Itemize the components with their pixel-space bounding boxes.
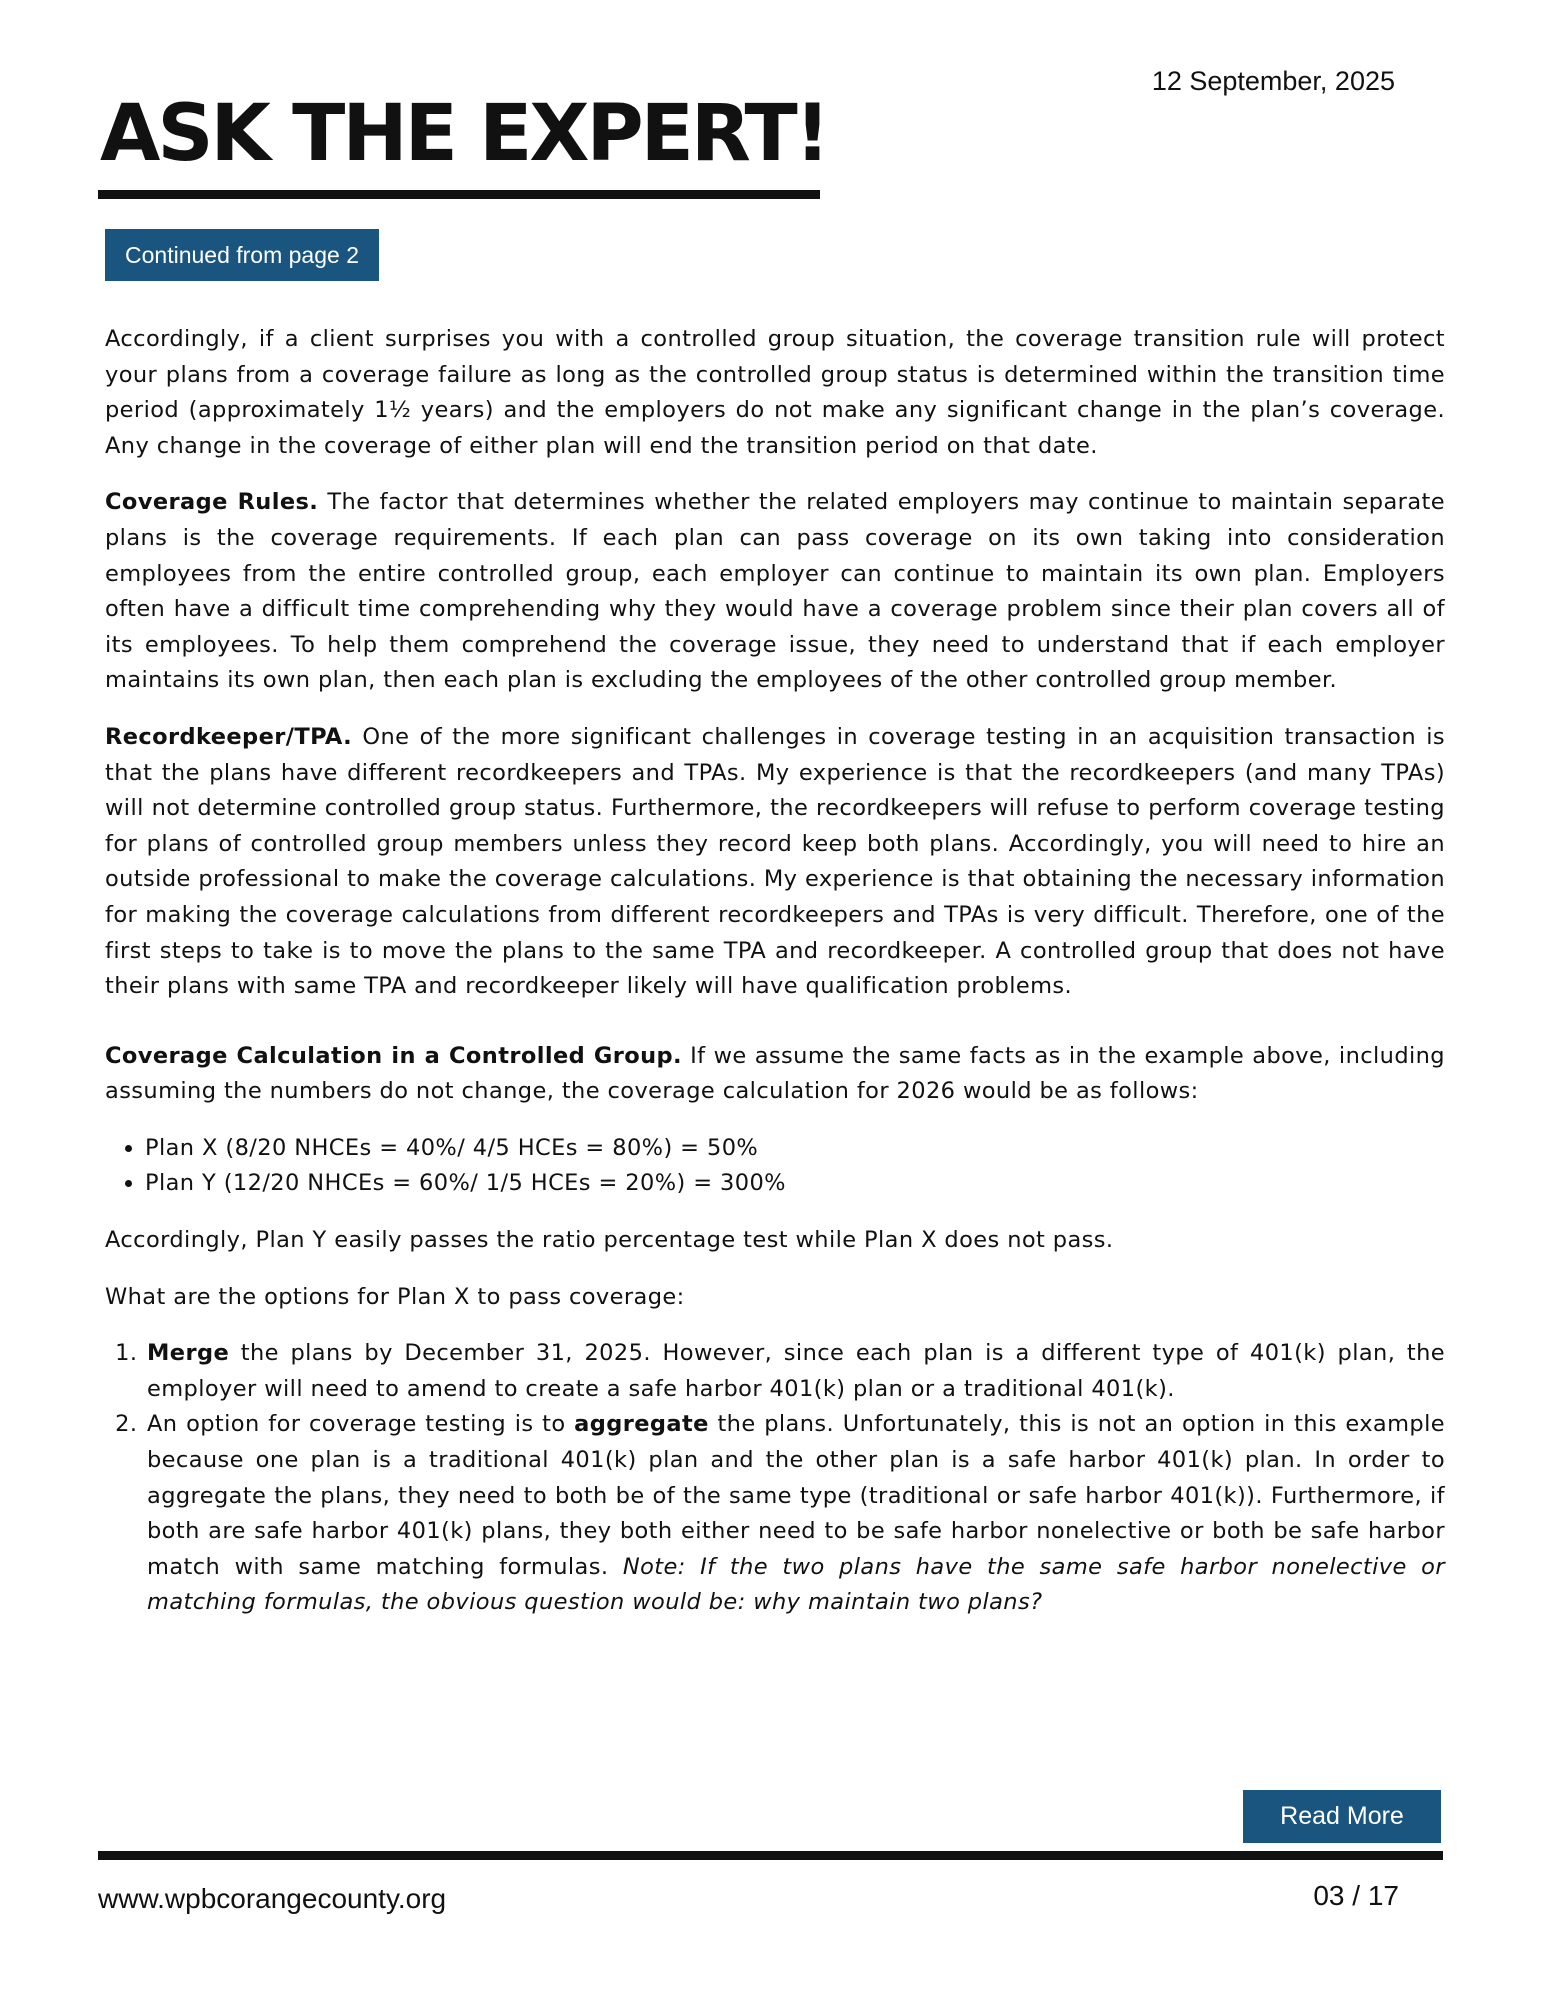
note-question: : why maintain two plans? <box>737 1589 1043 1616</box>
merge-text: the plans by December 31, 2025. However, since each plan is a different type of 401(k) plan, the employer will need to amend to create a safe harbor 401(k) plan or a traditional 401(k). <box>147 1340 1445 1402</box>
recordkeeper-text: One of the more significant challenges in coverage testing in an acquisition transaction is that the plans have different recordkeepers and TPAs. My experience is that the recordkeepers (and many TPAs) will not determine controlled group status. Furthermore, the recordkeepers will refuse to perform coverage testing for plans of controlled group members unless they record keep both plans. Accordingly, you will need to hire an outside professional to make the coverage calculations. My experience is that obtaining the necessary information for making the coverage calculations from different recordkeepers and TPAs is very difficult. Therefore, one of the first steps to take is to move the plans to the same TPA and recordkeeper. A controlled group that does not have their plans with same TPA and recordkeeper likely will have qualification problems. <box>105 723 1445 1000</box>
coverage-rules-paragraph <box>105 485 1445 699</box>
merge-keyword: Merge <box>147 1340 230 1367</box>
website-link[interactable]: www.wpbcorangecounty.org <box>98 1883 447 1914</box>
intro-paragraph: Accordingly, if a client surprises you with a controlled group situation, the coverage transition rule will protect your plans from a coverage failure as long as the controlled group status is determined within the transition time period (approximately 1½ years) and the employers do not make any significant change in the plan’s coverage. Any change in the coverage of either plan will end the transition period on that date. <box>105 326 1445 459</box>
recordkeeper-paragraph <box>105 720 1445 1005</box>
recordkeeper-heading: Recordkeeper/TPA. <box>105 723 353 750</box>
plan-ratio-list <box>105 1131 1445 1202</box>
coverage-rules-text: The factor that determines whether the related employers may continue to maintain separate plans is the coverage requirements. If each plan can pass coverage on its own taking into consideration employees from the entire controlled group, each employer can continue to maintain its own plan. Employers often have a difficult time comprehending why they would have a coverage problem since their plan covers all of its employees. To help them comprehend the coverage issue, they need to understand that if each employer maintains its own plan, then each plan is excluding the employees of the other controlled group member. <box>105 489 1445 694</box>
read-more-button[interactable]: Read More <box>1243 1790 1441 1843</box>
calculation-heading: Coverage Calculation in a Controlled Group. <box>105 1042 682 1069</box>
article-body <box>105 322 1445 1621</box>
options-list <box>105 1336 1445 1621</box>
footer-divider <box>98 1851 1443 1860</box>
page-title: ASK THE EXPERT! <box>100 89 828 179</box>
options-intro: What are the options for Plan X to pass coverage: <box>105 1283 685 1310</box>
option-aggregate <box>145 1407 1445 1621</box>
coverage-rules-heading: Coverage Rules. <box>105 489 319 516</box>
option-merge <box>145 1336 1445 1407</box>
result-paragraph: Accordingly, Plan Y easily passes the ratio percentage test while Plan X does not pass. <box>105 1227 1114 1254</box>
calculation-text: If we assume the same facts as in the example above, including assuming the numbers do not change, the coverage calculation for 2026 would be as follows: <box>105 1042 1445 1105</box>
list-item-plan-x: • Plan X (8/20 NHCEs = 40%/ 4/5 HCEs = 80%) = 50% <box>145 1131 1445 1167</box>
note-text: : If the two plans have the same safe harbor nonelective or matching formulas, the obvious question would be <box>147 1553 1445 1616</box>
title-underline <box>98 190 820 199</box>
issue-date: 12 September, 2025 <box>1151 66 1395 96</box>
list-item-plan-y: • Plan Y (12/20 NHCEs = 60%/ 1/5 HCEs = 20%) = 300% <box>145 1166 1445 1202</box>
page-number: 03 / 17 <box>1313 1880 1399 1911</box>
calculation-paragraph <box>105 1039 1445 1110</box>
note-label: Note <box>622 1553 678 1580</box>
aggregate-text-before: An option for coverage testing is to <box>147 1411 575 1438</box>
continued-badge: Continued from page 2 <box>105 229 379 281</box>
aggregate-text-after: the plans. Unfortunately, this is not an option in this example because one plan is a traditional 401(k) plan and the other plan is a safe harbor 401(k) plan. In order to aggregate the plans, they need to both be of the same type (traditional or safe harbor 401(k)). Furthermore, if both are safe harbor 401(k) plans, they both either need to be safe harbor nonelective or both be safe harbor match with same matching formulas. <box>147 1411 1445 1580</box>
aggregate-keyword: aggregate <box>574 1411 709 1438</box>
